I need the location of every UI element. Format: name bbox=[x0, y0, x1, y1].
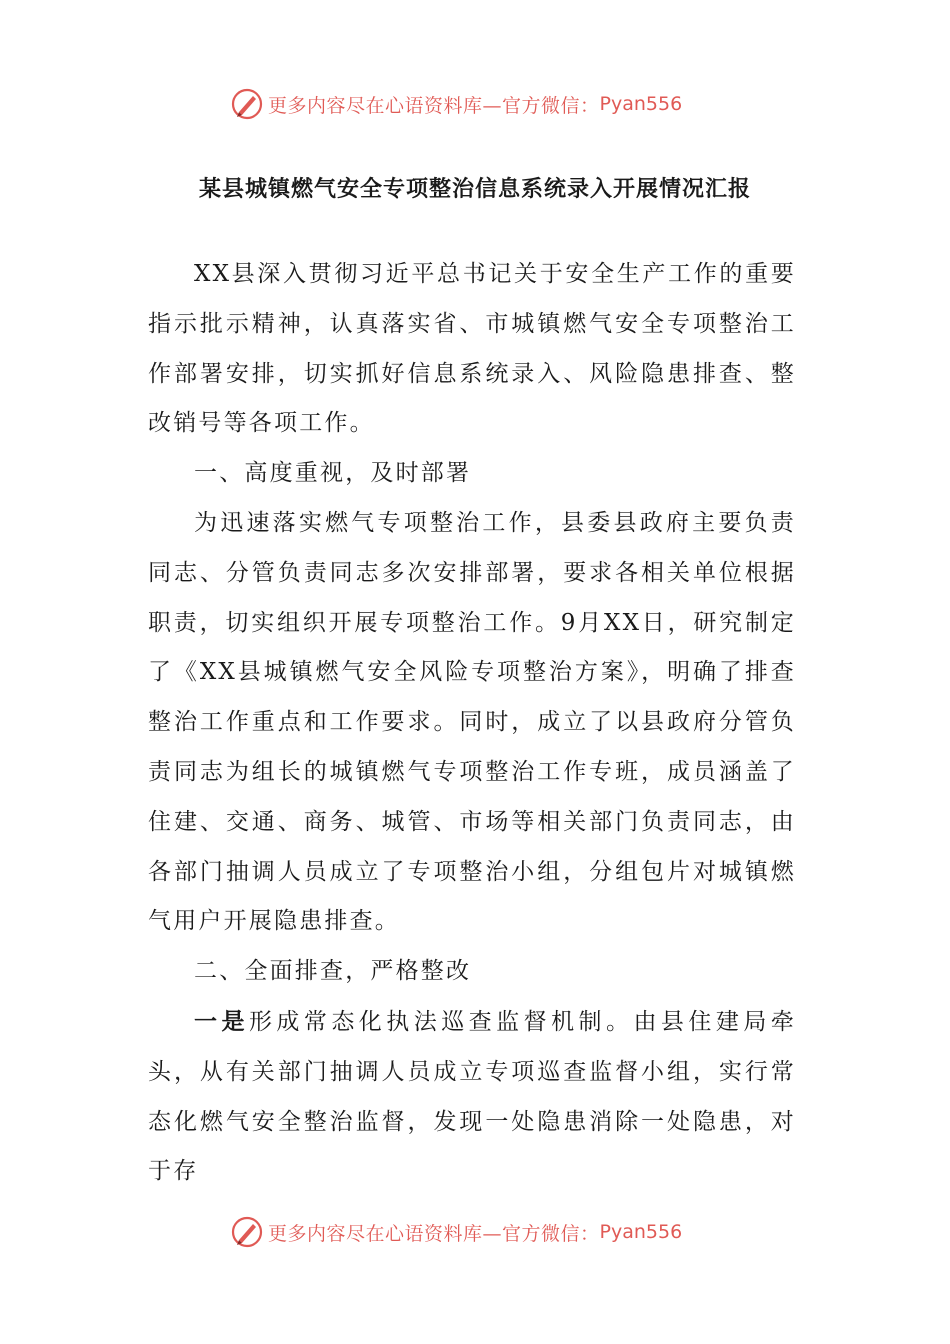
document-title: 某县城镇燃气安全专项整治信息系统录入开展情况汇报 bbox=[198, 176, 751, 202]
pen-logo-icon bbox=[230, 1215, 264, 1249]
section-1-paragraph: 为迅速落实燃气专项整治工作，县委县政府主要负责同志、分管负责同志多次安排部署，要求各相关单位根据职责，切实组织开展专项整治工作。9月XX日，研究制定了《XX县城镇燃气安全风险专项整治方案》，明确了排查整治工作重点和工作要求。同时，成立了以县政府分管负责同志为组长的城镇燃气专项整治工作专班，成员涵盖了住建、交通、商务、城管、市场等相关部门负责同志，由各部门抽调人员成立了专项整治小组，分组包片对城镇燃气用户开展隐患排查。 bbox=[148, 509, 796, 935]
document-body bbox=[148, 250, 796, 1197]
section-2-heading: 二、全面排查，严格整改 bbox=[194, 958, 472, 985]
watermark-footer bbox=[230, 1212, 682, 1252]
watermark-wechat-id: Pyan556 bbox=[599, 93, 683, 115]
watermark-header bbox=[230, 84, 682, 124]
section-2-item-1 bbox=[148, 997, 796, 1197]
section-1-heading: 一、高度重视，及时部署 bbox=[194, 460, 472, 487]
watermark-text: 更多内容尽在心语资料库—官方微信： bbox=[268, 1222, 600, 1245]
item-1-lead: 一是 bbox=[194, 1007, 249, 1035]
watermark-wechat-id: Pyan556 bbox=[599, 1221, 683, 1243]
pen-logo-icon bbox=[230, 87, 264, 121]
intro-paragraph: XX县深入贯彻习近平总书记关于安全生产工作的重要指示批示精神，认真落实省、市城镇燃气安全专项整治工作部署安排，切实抓好信息系统录入、风险隐患排查、整改销号等各项工作。 bbox=[148, 261, 796, 437]
watermark-text: 更多内容尽在心语资料库—官方微信： bbox=[268, 94, 600, 117]
item-1-text: 形成常态化执法巡查监督机制。由县住建局牵头，从有关部门抽调人员成立专项巡查监督小组，实行常态化燃气安全整治监督，发现一处隐患消除一处隐患，对于存 bbox=[148, 1008, 796, 1185]
